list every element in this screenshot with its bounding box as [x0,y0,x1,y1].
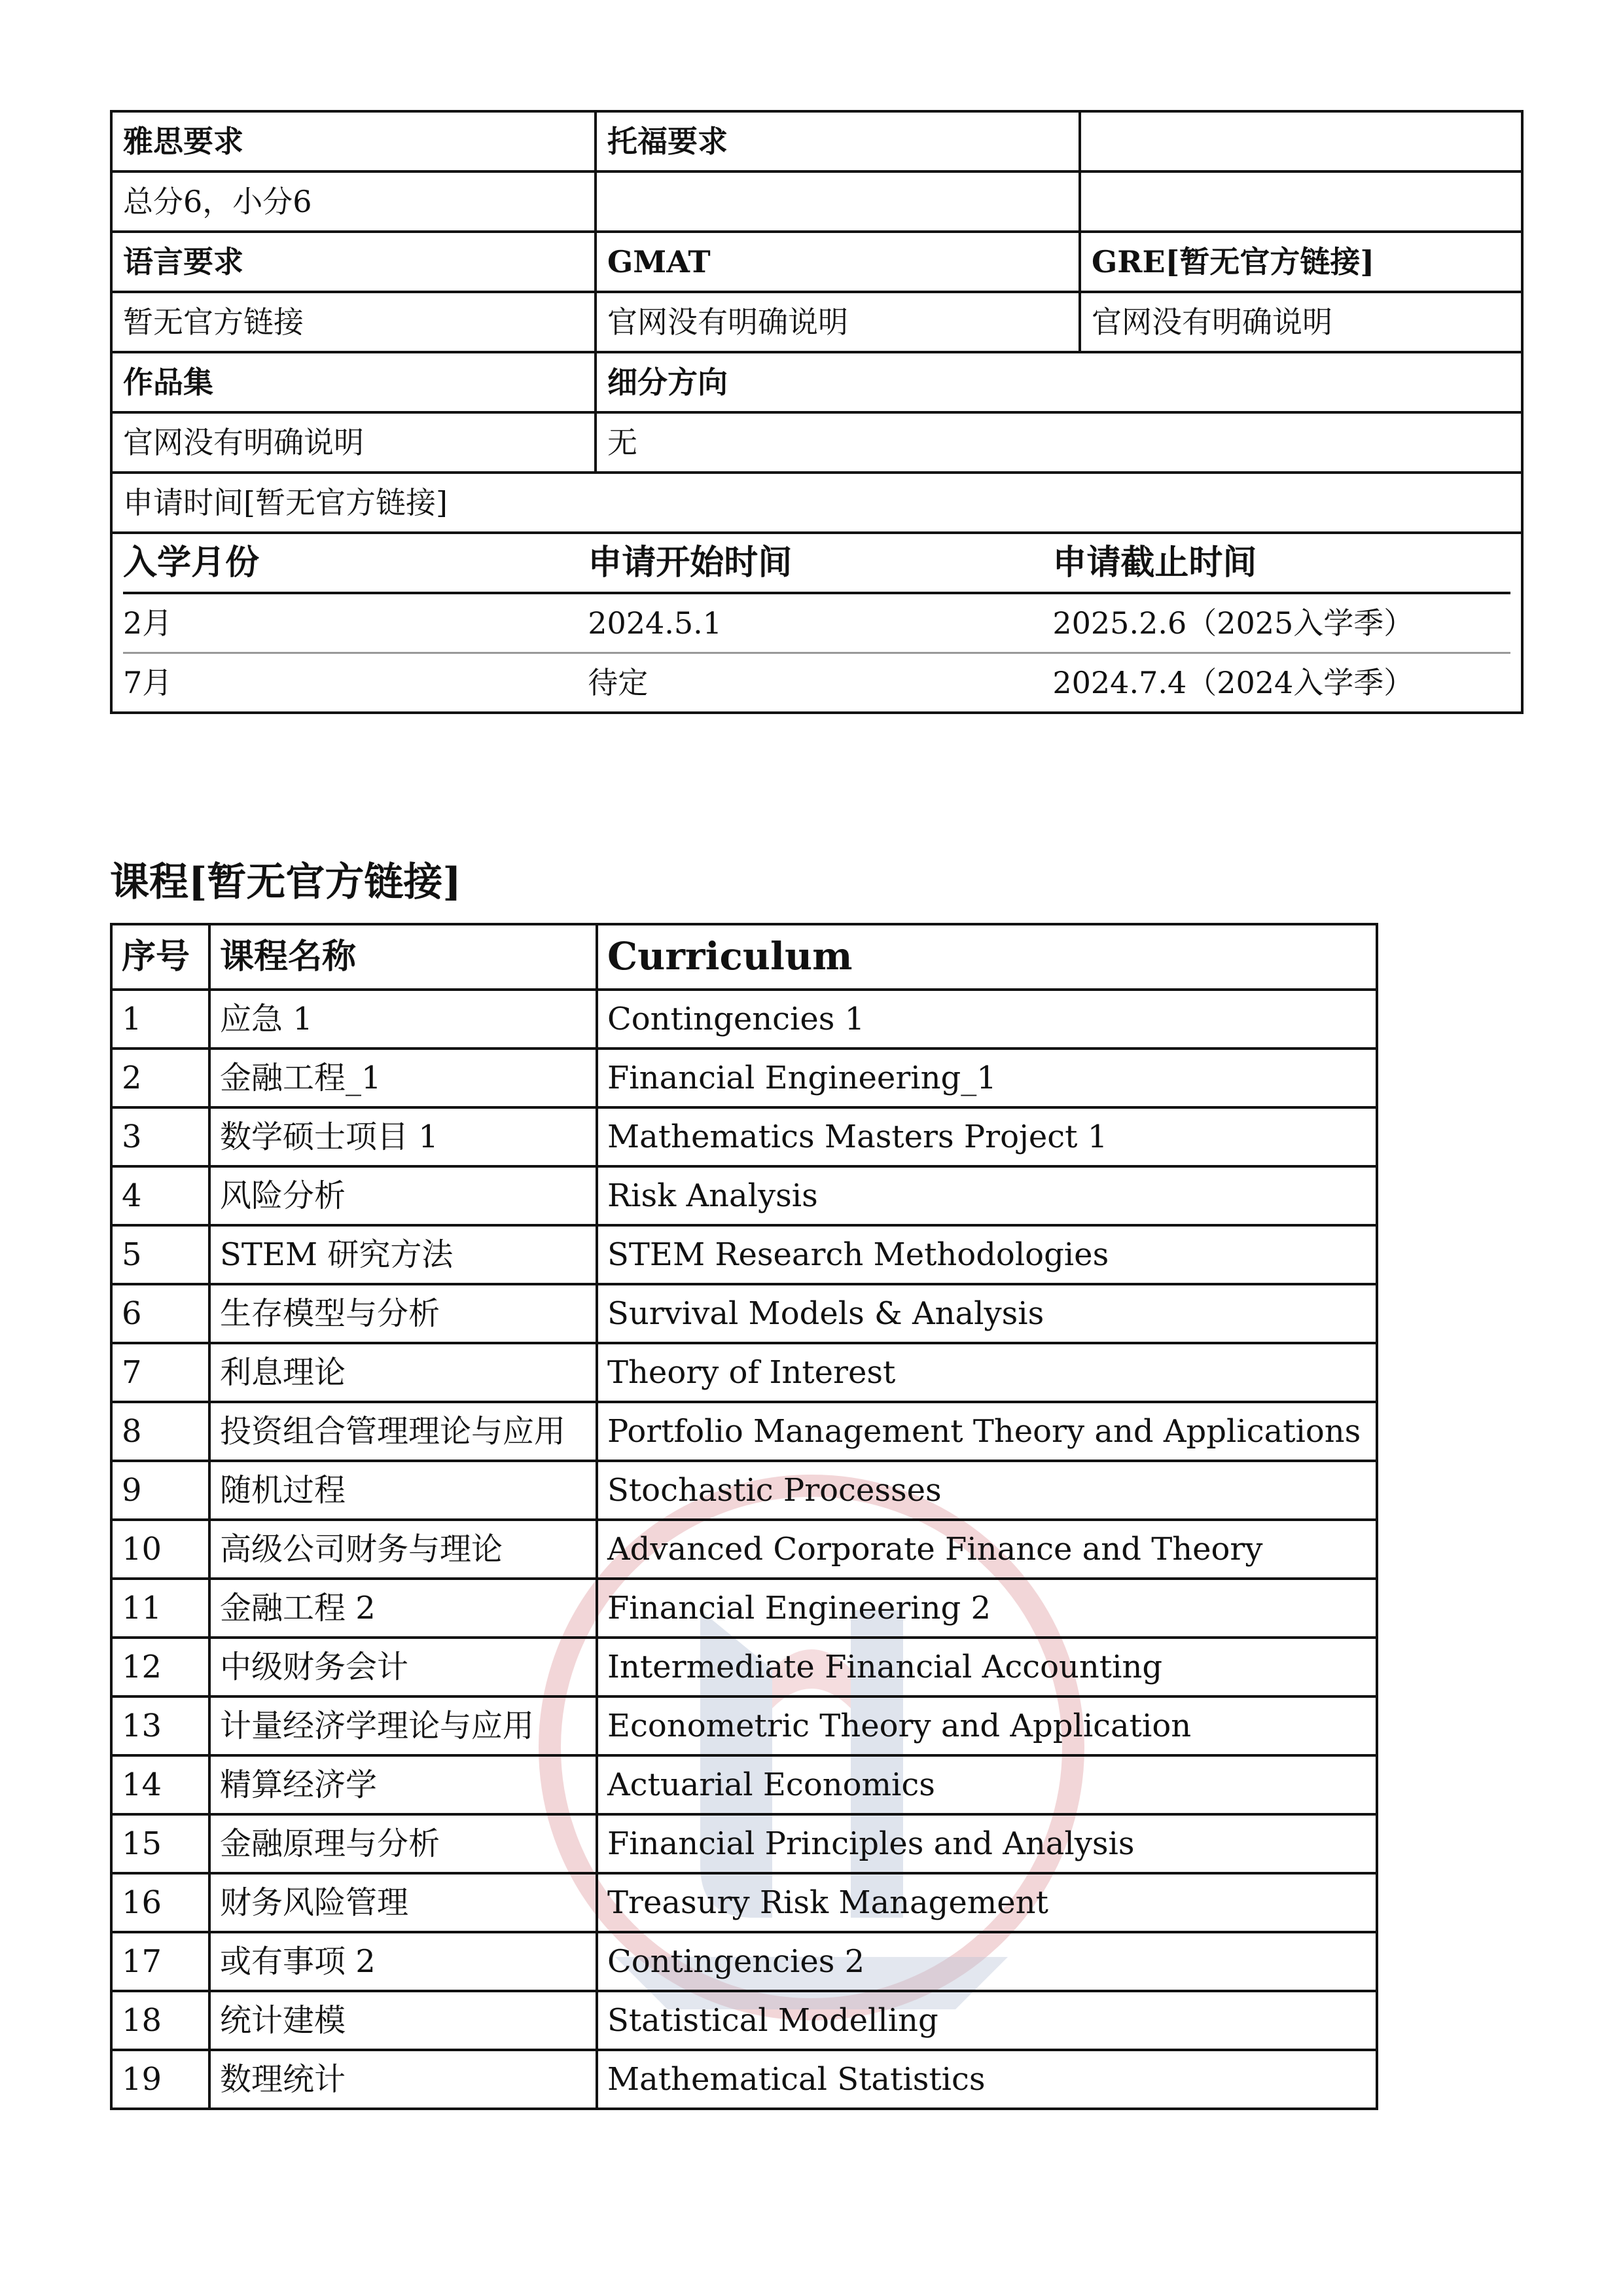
course-index: 7 [111,1343,209,1402]
table-row [111,1638,1377,1696]
course-name-en: Survival Models & Analysis [597,1284,1377,1343]
course-name-en: Financial Engineering 2 [597,1579,1377,1638]
table-row [111,1755,1377,1814]
table-row [111,1696,1377,1755]
course-name-en: STEM Research Methodologies [597,1225,1377,1284]
deadline: 2024.7.4（2024入学季） [1052,664,1414,700]
course-name-zh: 风险分析 [209,1166,597,1225]
portfolio-value: 官网没有明确说明 [111,412,596,473]
course-index: 13 [111,1696,209,1755]
ielts-value: 总分6，小分6 [111,171,596,232]
table-row [111,1461,1377,1520]
course-name-en: Econometric Theory and Application [597,1696,1377,1755]
intake-schedule [111,533,1522,713]
apply-time-label: 申请时间[暂无官方链接] [111,473,1522,533]
language-label: 语言要求 [111,232,596,292]
course-name-zh: 金融原理与分析 [209,1814,597,1873]
course-name-en: Advanced Corporate Finance and Theory [597,1520,1377,1579]
table-row [111,1343,1377,1402]
table-row [111,1225,1377,1284]
course-name-en: Actuarial Economics [597,1755,1377,1814]
course-name-zh: 随机过程 [209,1461,597,1520]
course-index: 11 [111,1579,209,1638]
start-time: 待定 [588,664,649,700]
requirements-table [110,110,1524,714]
course-name-en: Financial Principles and Analysis [597,1814,1377,1873]
intake-month-header: 入学月份 [123,534,588,593]
course-name-zh: 应急 1 [209,990,597,1049]
table-row [111,2050,1377,2109]
course-name-zh: 金融工程_1 [209,1049,597,1107]
course-index: 10 [111,1520,209,1579]
deadline: 2025.2.6（2025入学季） [1052,593,1510,653]
course-index: 14 [111,1755,209,1814]
table-row [111,1107,1377,1166]
start-time-header: 申请开始时间 [588,534,1052,593]
course-index: 9 [111,1461,209,1520]
table-row [111,1402,1377,1461]
course-index: 2 [111,1049,209,1107]
table-row [111,1814,1377,1873]
course-name-en: Financial Engineering_1 [597,1049,1377,1107]
course-index: 12 [111,1638,209,1696]
course-name-zh: 高级公司财务与理论 [209,1520,597,1579]
courses-table [110,923,1378,2110]
table-row [111,1284,1377,1343]
language-value: 暂无官方链接 [111,292,596,352]
course-index: 19 [111,2050,209,2109]
course-index: 4 [111,1166,209,1225]
course-name-en: Statistical Modelling [597,1991,1377,2050]
course-index: 3 [111,1107,209,1166]
ielts-label: 雅思要求 [111,111,596,171]
course-index: 6 [111,1284,209,1343]
course-name-zh: 精算经济学 [209,1755,597,1814]
toefl-label: 托福要求 [596,111,1080,171]
gre-label: GRE[暂无官方链接] [1080,232,1522,292]
course-name-en: Contingencies 1 [597,990,1377,1049]
empty-cell [1080,171,1522,232]
table-row [111,990,1377,1049]
course-index: 8 [111,1402,209,1461]
course-index: 1 [111,990,209,1049]
course-name-zh: 财务风险管理 [209,1873,597,1932]
table-row [111,1166,1377,1225]
gmat-value: 官网没有明确说明 [596,292,1080,352]
course-name-en: Theory of Interest [597,1343,1377,1402]
course-index: 17 [111,1932,209,1991]
direction-value: 无 [596,412,1522,473]
intake-month: 2月 [123,593,588,653]
course-name-zh: 计量经济学理论与应用 [209,1696,597,1755]
course-name-header: 课程名称 [209,924,597,990]
course-name-en: Stochastic Processes [597,1461,1377,1520]
table-row [111,1932,1377,1991]
table-row [111,1873,1377,1932]
course-index: 15 [111,1814,209,1873]
course-name-en: Mathematical Statistics [597,2050,1377,2109]
intake-month: 7月 [123,664,173,700]
course-name-en: Contingencies 2 [597,1932,1377,1991]
course-name-en: Portfolio Management Theory and Applications [597,1402,1377,1461]
course-name-zh: 生存模型与分析 [209,1284,597,1343]
course-name-en: Risk Analysis [597,1166,1377,1225]
course-name-zh: STEM 研究方法 [209,1225,597,1284]
courses-title: 课程[暂无官方链接] [110,859,461,905]
course-name-zh: 投资组合管理理论与应用 [209,1402,597,1461]
course-name-en: Mathematics Masters Project 1 [597,1107,1377,1166]
portfolio-label: 作品集 [111,352,596,412]
course-name-en: Intermediate Financial Accounting [597,1638,1377,1696]
index-header: 序号 [111,924,209,990]
course-name-zh: 金融工程 2 [209,1579,597,1638]
curriculum-header: Curriculum [597,924,1377,990]
course-name-zh: 数学硕士项目 1 [209,1107,597,1166]
course-name-zh: 数理统计 [209,2050,597,2109]
course-name-en: Treasury Risk Management [597,1873,1377,1932]
toefl-value [596,171,1080,232]
direction-label: 细分方向 [596,352,1522,412]
course-name-zh: 或有事项 2 [209,1932,597,1991]
gmat-label: GMAT [596,232,1080,292]
course-name-zh: 利息理论 [209,1343,597,1402]
table-row [111,1579,1377,1638]
deadline-header: 申请截止时间 [1052,534,1510,593]
course-name-zh: 中级财务会计 [209,1638,597,1696]
course-index: 18 [111,1991,209,2050]
gre-value: 官网没有明确说明 [1080,292,1522,352]
table-row [111,1049,1377,1107]
empty-cell [1080,111,1522,171]
course-index: 5 [111,1225,209,1284]
table-row [111,1520,1377,1579]
course-index: 16 [111,1873,209,1932]
table-row [111,1991,1377,2050]
start-time: 2024.5.1 [588,593,1052,653]
course-name-zh: 统计建模 [209,1991,597,2050]
intake-table [123,534,1510,711]
